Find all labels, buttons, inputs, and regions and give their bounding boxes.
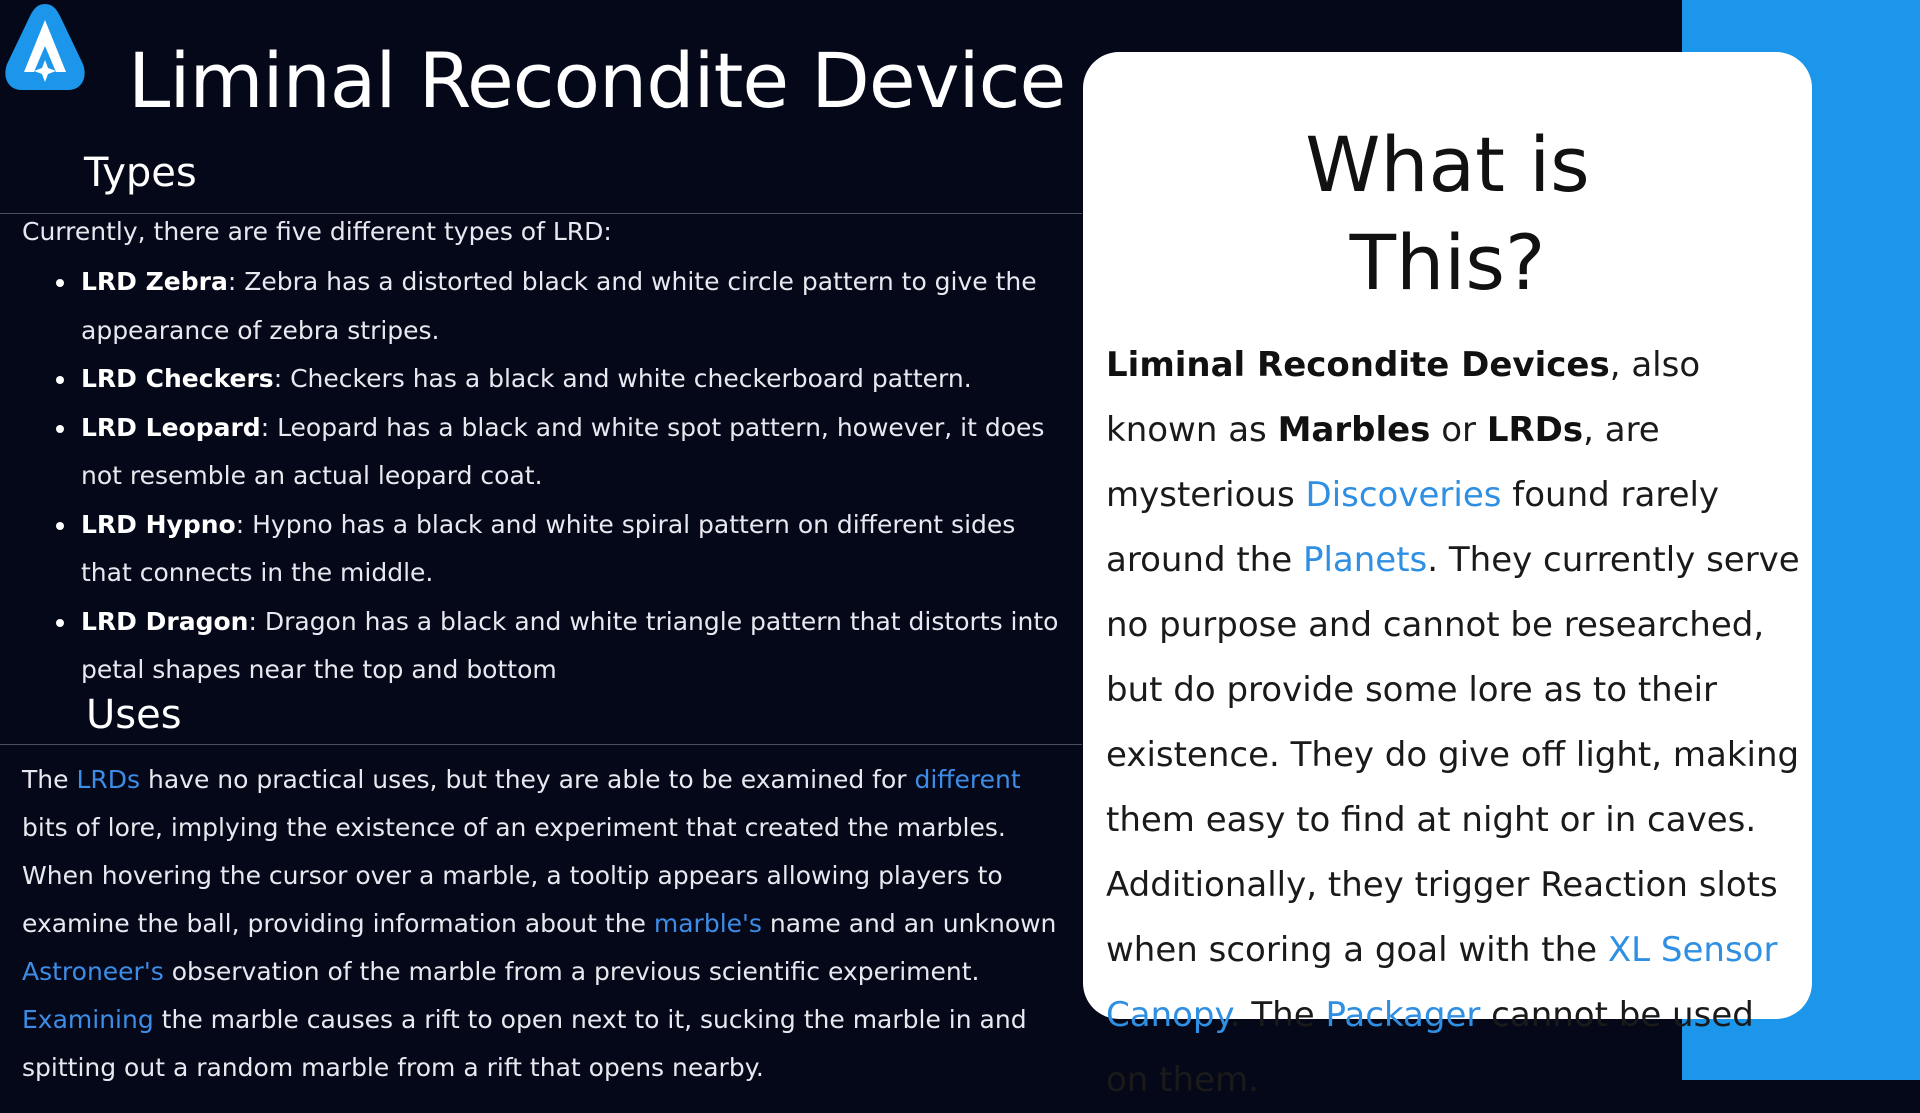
type-separator: : [273,364,291,393]
list-item [22,258,1074,355]
card-text-run: , are mysterious [1106,410,1660,515]
discoveries-link[interactable]: Discoveries [1305,475,1502,515]
list-item [22,355,1074,404]
xl-sensor-canopy-link[interactable]: XL Sensor Canopy [1106,930,1778,1035]
type-description: Hypno has a black and white spiral pattern on different sides that connects in the middle. [81,509,1016,587]
bullet-icon [56,376,64,384]
types-intro: Currently, there are five different types of LRD: [22,217,612,246]
type-separator: : [248,606,265,636]
uses-text: the marble causes a rift to open next to it, sucking the marble in and spitting out a random marble from a rift that opens nearby. [22,1005,1027,1082]
examining-link[interactable]: Examining [22,1005,154,1034]
uses-text: name and an unknown [761,909,1057,938]
list-item [22,404,1074,501]
uses-text: observation of the marble from a previous scientific experiment. [163,957,980,986]
card-text-run: , also known as [1106,345,1701,450]
card-title-line: What is [1305,120,1590,209]
card-term: Liminal Recondite Devices [1106,345,1610,385]
bullet-icon [56,425,64,433]
types-heading: Types [84,150,197,196]
lrds-link[interactable]: LRDs [76,765,141,794]
uses-divider [0,744,1082,745]
card-description [1106,333,1806,1113]
type-description: Leopard has a black and white spot pattern, however, it does not resemble an actual leopard coat. [81,412,1045,490]
type-separator: : [260,412,278,442]
card-title-line: This? [1349,218,1546,307]
type-name: LRD Dragon [81,606,249,636]
marbles-link[interactable]: marble's [653,909,762,938]
uses-heading: Uses [86,692,182,738]
uses-text: have no practical uses, but they are able to be examined for [140,765,915,794]
type-description: Checkers has a black and white checkerboard pattern. [290,364,972,393]
bullet-icon [56,522,64,530]
type-name: LRD Zebra [81,267,228,296]
info-card [1083,52,1812,1100]
card-term: LRDs [1486,410,1584,450]
page-title: Liminal Recondite Device [128,36,1066,125]
type-description: Zebra has a distorted black and white circle pattern to give the appearance of zebra stripes. [81,267,1037,345]
bullet-icon [56,279,64,287]
card-text-run: or [1430,410,1487,450]
list-item [22,598,1074,695]
card-title [1083,116,1812,312]
card-term: Marbles [1277,410,1431,450]
type-separator: : [235,509,253,539]
type-description: Dragon has a black and white triangle pattern that distorts into petal shapes near the top and bottom [81,606,1059,684]
uses-paragraph [22,756,1062,1092]
list-item [22,501,1074,598]
type-name: LRD Checkers [81,364,274,393]
packager-link[interactable]: Packager [1325,995,1481,1035]
astroneer-logo-icon[interactable] [2,2,88,92]
bullet-icon [56,619,64,627]
uses-text: The [22,765,77,794]
type-separator: : [227,267,245,296]
card-text-run: cannot be used on them. [1106,995,1754,1100]
planets-link[interactable]: Planets [1302,540,1428,580]
astroneers-link[interactable]: Astroneer's [22,957,164,986]
types-list [22,258,1074,695]
type-name: LRD Leopard [81,412,261,442]
card-text-run: . The [1229,995,1326,1035]
card-text-run: . They currently serve no purpose and cannot be researched, but do provide some lore as to their existence. They do give off light, making them easy to find at night or in caves. Additionally, they trigger Reaction slots when scoring a goal with the [1106,540,1800,970]
card-text-run: found rarely around the [1106,475,1720,580]
uses-text: bits of lore, implying the existence of an experiment that created the marbles. When hovering the cursor over a marble, a tooltip appears allowing players to examine the ball, providing information about the [22,813,1006,938]
type-name: LRD Hypno [81,509,236,539]
different-link[interactable]: different [914,765,1021,794]
